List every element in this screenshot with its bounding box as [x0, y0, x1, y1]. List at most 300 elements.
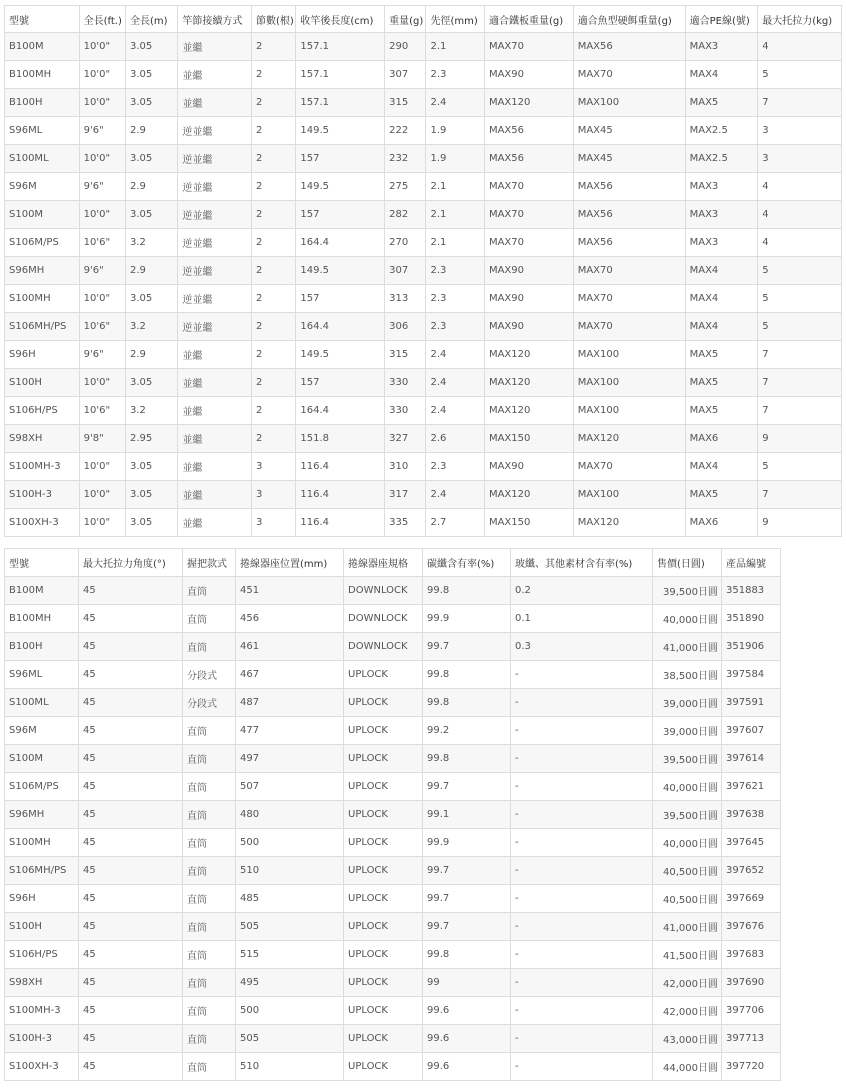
table-cell: 並繼 [178, 425, 252, 453]
table-cell: 10'0" [79, 369, 125, 397]
table-cell: 39,500日圓 [653, 577, 722, 605]
column-header-carbon-content: 碳纖含有率(%) [423, 549, 511, 577]
table-cell: S100MH [5, 829, 79, 857]
table-cell: 並繼 [178, 397, 252, 425]
table-cell: 310 [385, 453, 426, 481]
table-cell: 並繼 [178, 509, 252, 537]
table-cell: S106MH/PS [5, 857, 79, 885]
column-header-other-material: 玻纖、其他素材含有率(%) [511, 549, 653, 577]
table-row [5, 689, 781, 717]
table-cell: 2 [252, 89, 296, 117]
table-cell: 4 [758, 201, 842, 229]
column-header-jig-weight: 適合鐵板重量(g) [484, 6, 573, 33]
table-cell: 330 [385, 369, 426, 397]
table-cell: - [511, 1025, 653, 1053]
table-cell: 直筒 [183, 1025, 236, 1053]
table-cell: 397683 [722, 941, 781, 969]
table-row [5, 257, 842, 285]
table-cell: 9 [758, 509, 842, 537]
table-cell: 315 [385, 89, 426, 117]
table-cell: 40,000日圓 [653, 605, 722, 633]
table-cell: 507 [236, 773, 344, 801]
table-cell: - [511, 969, 653, 997]
table-row [5, 1053, 781, 1081]
table-cell: - [511, 717, 653, 745]
table-cell: MAX6 [685, 425, 758, 453]
table-cell: 3.05 [125, 89, 177, 117]
table-cell: UPLOCK [344, 913, 423, 941]
table-cell: 逆並繼 [178, 313, 252, 341]
table-cell: MAX56 [573, 229, 685, 257]
table-cell: MAX120 [484, 341, 573, 369]
table-cell: 10'6" [79, 313, 125, 341]
table-row [5, 285, 842, 313]
table-cell: 99.7 [423, 913, 511, 941]
table-cell: B100MH [5, 61, 80, 89]
table-row [5, 313, 842, 341]
table-cell: 2.9 [125, 117, 177, 145]
table-cell: 3.05 [125, 369, 177, 397]
table-cell: 2 [252, 173, 296, 201]
table-cell: UPLOCK [344, 661, 423, 689]
table-row [5, 829, 781, 857]
column-header-tip-diameter: 先徑(mm) [426, 6, 484, 33]
table-cell: MAX5 [685, 397, 758, 425]
table-cell: 逆並繼 [178, 173, 252, 201]
table-cell: 397720 [722, 1053, 781, 1081]
table-cell: 485 [236, 885, 344, 913]
table-cell: 2.9 [125, 257, 177, 285]
table-cell: MAX70 [484, 229, 573, 257]
table-cell: 1.9 [426, 145, 484, 173]
table-cell: 10'0" [79, 509, 125, 537]
table-cell: 40,000日圓 [653, 829, 722, 857]
table-cell: 直筒 [183, 885, 236, 913]
table-cell: S106M/PS [5, 229, 80, 257]
table-cell: - [511, 913, 653, 941]
table-cell: MAX56 [484, 117, 573, 145]
table-cell: 495 [236, 969, 344, 997]
table-cell: 42,000日圓 [653, 969, 722, 997]
table-cell: MAX3 [685, 173, 758, 201]
table-cell: 313 [385, 285, 426, 313]
table-cell: S100ML [5, 689, 79, 717]
table-cell: 3.05 [125, 481, 177, 509]
table-row [5, 885, 781, 913]
table-cell: S96M [5, 717, 79, 745]
table-cell: 9'6" [79, 257, 125, 285]
table-cell: 45 [79, 801, 183, 829]
table-row [5, 801, 781, 829]
table-row [5, 605, 781, 633]
table-cell: 3 [252, 509, 296, 537]
table-cell: 2 [252, 201, 296, 229]
table-cell: 2 [252, 285, 296, 313]
table-cell: 397669 [722, 885, 781, 913]
table-cell: UPLOCK [344, 801, 423, 829]
table-cell: 164.4 [296, 397, 385, 425]
table-cell: 3.05 [125, 145, 177, 173]
table-cell: 2.3 [426, 453, 484, 481]
table-row [5, 145, 842, 173]
table-cell: MAX4 [685, 257, 758, 285]
table-cell: 397706 [722, 997, 781, 1025]
table-cell: 2 [252, 397, 296, 425]
table-cell: 9 [758, 425, 842, 453]
table-cell: 99.8 [423, 941, 511, 969]
table-cell: 45 [79, 885, 183, 913]
column-header-grip-style: 握把款式 [183, 549, 236, 577]
table-cell: 7 [758, 481, 842, 509]
table-cell: 2.7 [426, 509, 484, 537]
table-cell: 0.1 [511, 605, 653, 633]
table-cell: MAX70 [484, 201, 573, 229]
table-cell: MAX70 [573, 313, 685, 341]
table-cell: 並繼 [178, 481, 252, 509]
table-cell: 99.7 [423, 857, 511, 885]
table-cell: 0.3 [511, 633, 653, 661]
table-cell: S100ML [5, 145, 80, 173]
table-cell: 39,500日圓 [653, 745, 722, 773]
table-cell: 330 [385, 397, 426, 425]
table-cell: 2 [252, 117, 296, 145]
table-cell: MAX2.5 [685, 145, 758, 173]
table-cell: 397652 [722, 857, 781, 885]
table-cell: 497 [236, 745, 344, 773]
table-cell: UPLOCK [344, 969, 423, 997]
table-cell: S106H/PS [5, 941, 79, 969]
table-cell: MAX56 [573, 33, 685, 61]
table-cell: MAX70 [573, 285, 685, 313]
table-cell: 335 [385, 509, 426, 537]
table-cell: - [511, 661, 653, 689]
table-cell: 7 [758, 89, 842, 117]
table-cell: S100M [5, 201, 80, 229]
table-cell: B100M [5, 577, 79, 605]
table-cell: 45 [79, 689, 183, 717]
table-cell: 3 [252, 481, 296, 509]
table-cell: - [511, 801, 653, 829]
column-header-plug-weight: 適合魚型硬餌重量(g) [573, 6, 685, 33]
column-header-sections: 節數(根) [252, 6, 296, 33]
table-cell: S98XH [5, 969, 79, 997]
table-cell: 3.05 [125, 33, 177, 61]
table-cell: UPLOCK [344, 1025, 423, 1053]
table-cell: DOWNLOCK [344, 633, 423, 661]
table-cell: S96M [5, 173, 80, 201]
table-cell: MAX56 [573, 173, 685, 201]
table-cell: UPLOCK [344, 885, 423, 913]
table-cell: 直筒 [183, 577, 236, 605]
table-row [5, 229, 842, 257]
table-cell: 3.05 [125, 61, 177, 89]
table-cell: 41,500日圓 [653, 941, 722, 969]
table-cell: 157 [296, 285, 385, 313]
table-cell: 151.8 [296, 425, 385, 453]
table-row [5, 969, 781, 997]
table-cell: 直筒 [183, 745, 236, 773]
column-header-model: 型號 [5, 6, 80, 33]
table-cell: - [511, 745, 653, 773]
table-cell: 232 [385, 145, 426, 173]
table-cell: 分段式 [183, 661, 236, 689]
table-cell: 3.05 [125, 453, 177, 481]
table-cell: MAX90 [484, 257, 573, 285]
table-header-row [5, 549, 781, 577]
table-cell: 99.7 [423, 885, 511, 913]
table-cell: S106H/PS [5, 397, 80, 425]
table-cell: 9'8" [79, 425, 125, 453]
table-cell: UPLOCK [344, 997, 423, 1025]
table-cell: MAX150 [484, 425, 573, 453]
table-cell: 99.6 [423, 997, 511, 1025]
table-cell: 157 [296, 369, 385, 397]
table-row [5, 89, 842, 117]
table-cell: 315 [385, 341, 426, 369]
table-cell: 2.9 [125, 173, 177, 201]
table-cell: 282 [385, 201, 426, 229]
table-cell: 397614 [722, 745, 781, 773]
table-cell: S96ML [5, 117, 80, 145]
table-cell: 2 [252, 61, 296, 89]
table-cell: 5 [758, 285, 842, 313]
table-cell: 45 [79, 577, 183, 605]
table-cell: 515 [236, 941, 344, 969]
table-cell: 397607 [722, 717, 781, 745]
table-cell: 500 [236, 997, 344, 1025]
table-cell: UPLOCK [344, 717, 423, 745]
table-cell: - [511, 857, 653, 885]
table-cell: 45 [79, 745, 183, 773]
table-cell: 397638 [722, 801, 781, 829]
table-cell: 4 [758, 229, 842, 257]
table-cell: 直筒 [183, 773, 236, 801]
table-cell: MAX150 [484, 509, 573, 537]
table-cell: MAX100 [573, 397, 685, 425]
table-row [5, 425, 842, 453]
table-cell: MAX70 [484, 173, 573, 201]
table-cell: 164.4 [296, 313, 385, 341]
table-cell: 45 [79, 997, 183, 1025]
table-cell: 0.2 [511, 577, 653, 605]
table-cell: 直筒 [183, 717, 236, 745]
table-cell: S96ML [5, 661, 79, 689]
table-cell: MAX120 [484, 397, 573, 425]
table-cell: 4 [758, 33, 842, 61]
table-cell: S96MH [5, 801, 79, 829]
table-row [5, 913, 781, 941]
table-cell: 直筒 [183, 605, 236, 633]
table-cell: 307 [385, 61, 426, 89]
table-cell: 直筒 [183, 913, 236, 941]
table-cell: 397584 [722, 661, 781, 689]
table-cell: DOWNLOCK [344, 605, 423, 633]
table-cell: 7 [758, 397, 842, 425]
column-header-length-ft: 全長(ft.) [79, 6, 125, 33]
table-row [5, 661, 781, 689]
table-cell: MAX70 [573, 453, 685, 481]
table-row [5, 453, 842, 481]
table-cell: 逆並繼 [178, 117, 252, 145]
table-cell: 2.4 [426, 369, 484, 397]
table-cell: S100H-3 [5, 481, 80, 509]
table-cell: 45 [79, 661, 183, 689]
table-cell: MAX90 [484, 61, 573, 89]
table-cell: MAX120 [484, 369, 573, 397]
table-cell: 並繼 [178, 341, 252, 369]
table-cell: MAX5 [685, 481, 758, 509]
table-header-row [5, 6, 842, 33]
table-cell: 467 [236, 661, 344, 689]
table-cell: 222 [385, 117, 426, 145]
table-cell: S100XH-3 [5, 1053, 79, 1081]
table-cell: 290 [385, 33, 426, 61]
table-cell: 45 [79, 829, 183, 857]
table-cell: MAX3 [685, 33, 758, 61]
table-cell: MAX2.5 [685, 117, 758, 145]
table-cell: 10'0" [79, 61, 125, 89]
table-row [5, 369, 842, 397]
table-cell: MAX45 [573, 117, 685, 145]
table-cell: MAX90 [484, 453, 573, 481]
table-cell: 157.1 [296, 33, 385, 61]
table-cell: MAX5 [685, 369, 758, 397]
table-cell: 直筒 [183, 969, 236, 997]
table-row [5, 941, 781, 969]
table-row [5, 341, 842, 369]
table-cell: 直筒 [183, 997, 236, 1025]
table-cell: MAX56 [484, 145, 573, 173]
table-cell: 99.8 [423, 577, 511, 605]
table-cell: 直筒 [183, 941, 236, 969]
table-cell: 461 [236, 633, 344, 661]
table-cell: 2 [252, 145, 296, 173]
table-cell: 並繼 [178, 61, 252, 89]
table-row [5, 997, 781, 1025]
table-cell: 43,000日圓 [653, 1025, 722, 1053]
table-row [5, 773, 781, 801]
table-cell: 99.8 [423, 745, 511, 773]
column-header-reel-seat-type: 捲線器座規格 [344, 549, 423, 577]
table-row [5, 481, 842, 509]
table-cell: 3 [758, 117, 842, 145]
table-cell: 456 [236, 605, 344, 633]
table-cell: 分段式 [183, 689, 236, 717]
table-cell: 3.05 [125, 509, 177, 537]
table-cell: 99 [423, 969, 511, 997]
table-cell: MAX100 [573, 89, 685, 117]
table-row [5, 577, 781, 605]
table-cell: 2 [252, 229, 296, 257]
table-cell: 40,500日圓 [653, 885, 722, 913]
table-cell: 10'0" [79, 145, 125, 173]
table-cell: 9'6" [79, 117, 125, 145]
table-cell: 99.6 [423, 1053, 511, 1081]
table-cell: 39,000日圓 [653, 689, 722, 717]
table-cell: 逆並繼 [178, 257, 252, 285]
column-header-max-drag-angle: 最大托拉力角度(°) [79, 549, 183, 577]
table-row [5, 173, 842, 201]
table-cell: 157.1 [296, 89, 385, 117]
table-cell: 157 [296, 145, 385, 173]
table-cell: 99.8 [423, 689, 511, 717]
table-cell: 2.6 [426, 425, 484, 453]
table-cell: 149.5 [296, 341, 385, 369]
table-row [5, 201, 842, 229]
table-cell: S96MH [5, 257, 80, 285]
table-cell: 500 [236, 829, 344, 857]
table-cell: 42,000日圓 [653, 997, 722, 1025]
column-header-length-m: 全長(m) [125, 6, 177, 33]
table-cell: 116.4 [296, 509, 385, 537]
table-row [5, 1025, 781, 1053]
table-cell: MAX3 [685, 229, 758, 257]
table-cell: MAX70 [573, 257, 685, 285]
table-cell: B100MH [5, 605, 79, 633]
column-header-model: 型號 [5, 549, 79, 577]
table-cell: MAX56 [573, 201, 685, 229]
table-cell: B100H [5, 633, 79, 661]
table-cell: MAX4 [685, 453, 758, 481]
table-cell: MAX120 [484, 481, 573, 509]
table-row [5, 117, 842, 145]
table-cell: 157.1 [296, 61, 385, 89]
table-cell: 351890 [722, 605, 781, 633]
table-cell: 直筒 [183, 857, 236, 885]
table-cell: - [511, 997, 653, 1025]
table-cell: 2 [252, 369, 296, 397]
table-cell: 45 [79, 605, 183, 633]
table-cell: 10'0" [79, 89, 125, 117]
table-cell: 505 [236, 913, 344, 941]
table-cell: MAX70 [484, 33, 573, 61]
table-cell: 351906 [722, 633, 781, 661]
table-cell: S96H [5, 341, 80, 369]
table-cell: 2 [252, 33, 296, 61]
table-cell: 45 [79, 1025, 183, 1053]
table-cell: 並繼 [178, 453, 252, 481]
table-cell: 2.1 [426, 201, 484, 229]
table-cell: 99.7 [423, 773, 511, 801]
table-cell: 149.5 [296, 257, 385, 285]
table-cell: 2 [252, 257, 296, 285]
table-cell: 270 [385, 229, 426, 257]
table-cell: UPLOCK [344, 857, 423, 885]
table-cell: 2.3 [426, 257, 484, 285]
table-cell: UPLOCK [344, 1053, 423, 1081]
table-row [5, 633, 781, 661]
table-cell: 3.2 [125, 229, 177, 257]
table-cell: 45 [79, 773, 183, 801]
table-cell: S100MH-3 [5, 453, 80, 481]
table-cell: 直筒 [183, 1053, 236, 1081]
table-cell: 487 [236, 689, 344, 717]
table-cell: - [511, 941, 653, 969]
table-cell: - [511, 885, 653, 913]
table-cell: 逆並繼 [178, 145, 252, 173]
table-cell: 306 [385, 313, 426, 341]
table-cell: 10'6" [79, 229, 125, 257]
table-row [5, 745, 781, 773]
table-cell: S100MH [5, 285, 80, 313]
table-cell: 40,000日圓 [653, 773, 722, 801]
table-cell: MAX90 [484, 313, 573, 341]
table-cell: 逆並繼 [178, 201, 252, 229]
table-cell: S100XH-3 [5, 509, 80, 537]
table-cell: MAX4 [685, 313, 758, 341]
table-cell: 2.4 [426, 481, 484, 509]
table-cell: 3.05 [125, 201, 177, 229]
